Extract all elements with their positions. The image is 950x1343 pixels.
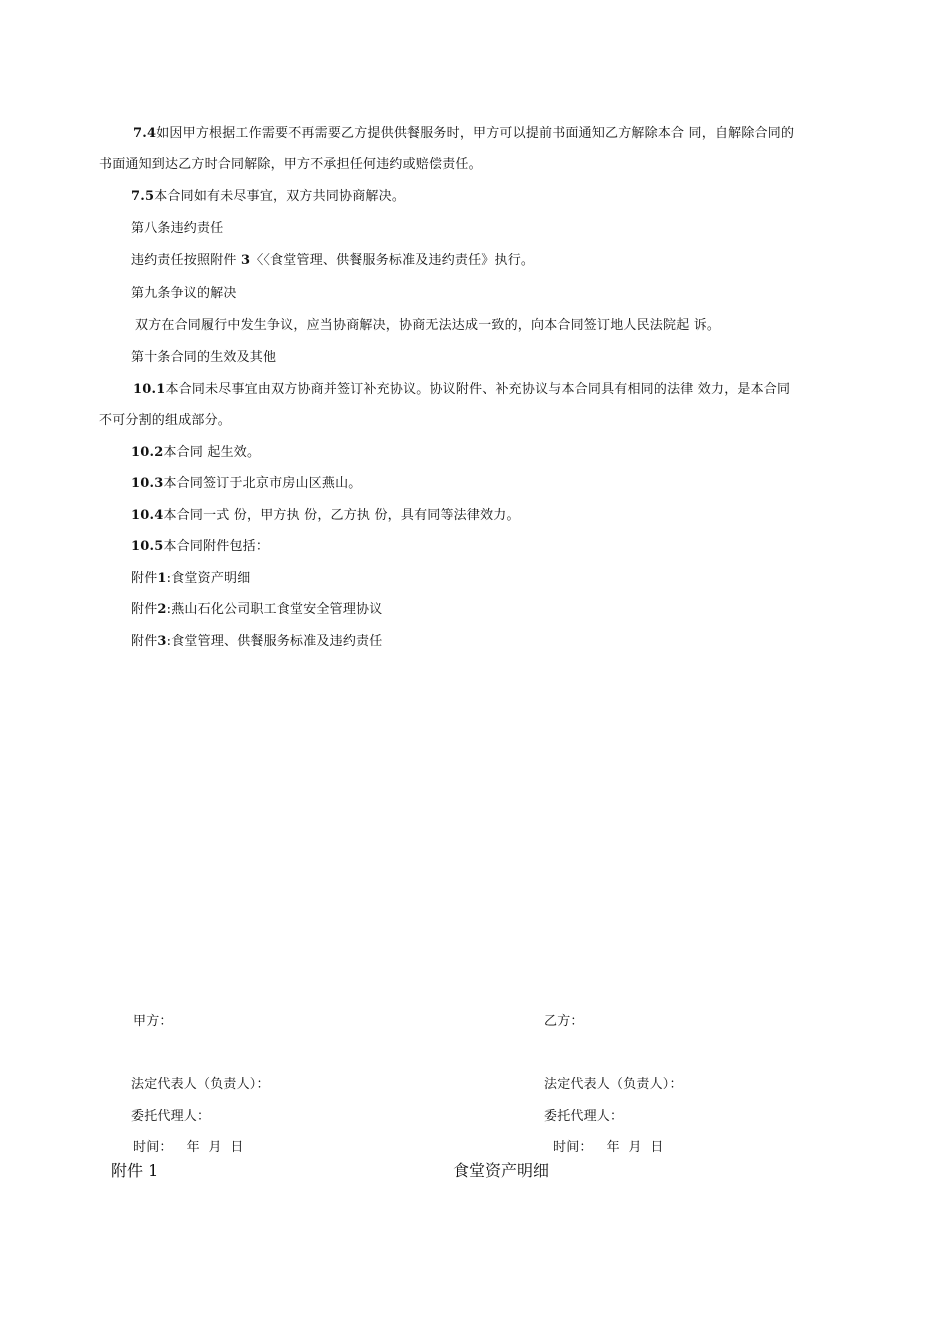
date-placeholder: 年 月 日	[186, 1140, 244, 1155]
clause-number: 7.4	[133, 126, 157, 141]
attachment-label: 附件	[131, 571, 158, 586]
article-8-text-post: 〈〈食堂管理、供餐服务标准及违约责任》执行。	[250, 253, 535, 268]
clause-number: 10.3	[131, 476, 164, 491]
clause-text: 本合同签订于北京市房山区燕山。	[163, 476, 362, 491]
article-9-title: 第九条争议的解决	[131, 286, 237, 301]
attachment-title: :燕山石化公司职工食堂安全管理协议	[166, 602, 383, 617]
clause-text: 本合同如有未尽事宜，双方共同协商解决。	[154, 189, 406, 204]
clause-10-4	[131, 508, 520, 524]
attachment-number: 2	[157, 602, 167, 617]
appendix-label: 附件 1	[111, 1161, 159, 1180]
party-b-agent: 委托代理人：	[544, 1109, 624, 1124]
clause-text: 本合同附件包括：	[163, 539, 270, 554]
party-b-time	[553, 1140, 664, 1156]
clause-text: 如因甲方根据工作需要不再需要乙方提供供餐服务时，甲方可以提前书面通知乙方解除本合 同，自解除合同的	[156, 126, 795, 141]
party-b-label: 乙方：	[544, 1014, 584, 1029]
party-a-label: 甲方：	[133, 1014, 173, 1029]
attachment-title: :食堂资产明细	[166, 571, 251, 586]
article-8-title: 第八条违约责任	[131, 221, 224, 236]
party-b-legal-representative: 法定代表人（负责人）：	[544, 1077, 683, 1092]
clause-10-2	[131, 445, 260, 461]
clause-10-3	[131, 476, 361, 492]
date-placeholder: 年 月 日	[606, 1140, 664, 1155]
article-8-text-pre: 违约责任按照附件	[131, 253, 241, 268]
attachment-number: 1	[157, 571, 167, 586]
time-label: 时间：	[553, 1140, 593, 1155]
clause-10-5	[131, 539, 269, 555]
clause-7-4-line-1	[133, 126, 794, 142]
attachment-item-2	[131, 602, 382, 618]
article-9-body: 双方在合同履行中发生争议，应当协商解决，协商无法达成一致的，向本合同签订地人民法院起 诉。	[135, 318, 721, 333]
clause-text: 本合同一式 份，甲方执 份，乙方执 份，具有同等法律效力。	[163, 508, 520, 523]
article-10-title: 第十条合同的生效及其他	[131, 350, 277, 365]
clause-10-1-line-1	[133, 382, 790, 398]
clause-7-5	[131, 189, 405, 205]
clause-number: 10.5	[131, 539, 164, 554]
clause-number: 10.2	[131, 445, 164, 460]
clause-text: 本合同 起生效。	[163, 445, 261, 460]
clause-number: 10.4	[131, 508, 164, 523]
party-a-legal-representative: 法定代表人（负责人）：	[131, 1077, 270, 1092]
attachment-ref-number: 3	[240, 253, 251, 268]
party-a-agent: 委托代理人：	[131, 1109, 211, 1124]
attachment-item-1	[131, 571, 250, 587]
clause-7-4-line-2	[99, 157, 482, 173]
attachment-label: 附件	[131, 602, 158, 617]
clause-text: 本合同未尽事宜由双方协商并签订补充协议。协议附件、补充协议与本合同具有相同的法律 效力，是本合同	[165, 382, 791, 397]
attachment-number: 3	[157, 634, 167, 649]
attachment-item-3	[131, 634, 382, 650]
attachment-label: 附件	[131, 634, 158, 649]
clause-text: 书面通知到达乙方时合同解除，甲方不承担任何违约或赔偿责任。	[99, 157, 482, 172]
appendix-title: 食堂资产明细	[453, 1161, 550, 1180]
clause-number: 10.1	[133, 382, 166, 397]
clause-number: 7.5	[131, 189, 155, 204]
attachment-title: :食堂管理、供餐服务标准及违约责任	[166, 634, 383, 649]
clause-10-1-line-2: 不可分割的组成部分。	[99, 413, 232, 428]
time-label: 时间：	[133, 1140, 173, 1155]
party-a-time	[133, 1140, 244, 1156]
article-8-body	[131, 253, 534, 269]
